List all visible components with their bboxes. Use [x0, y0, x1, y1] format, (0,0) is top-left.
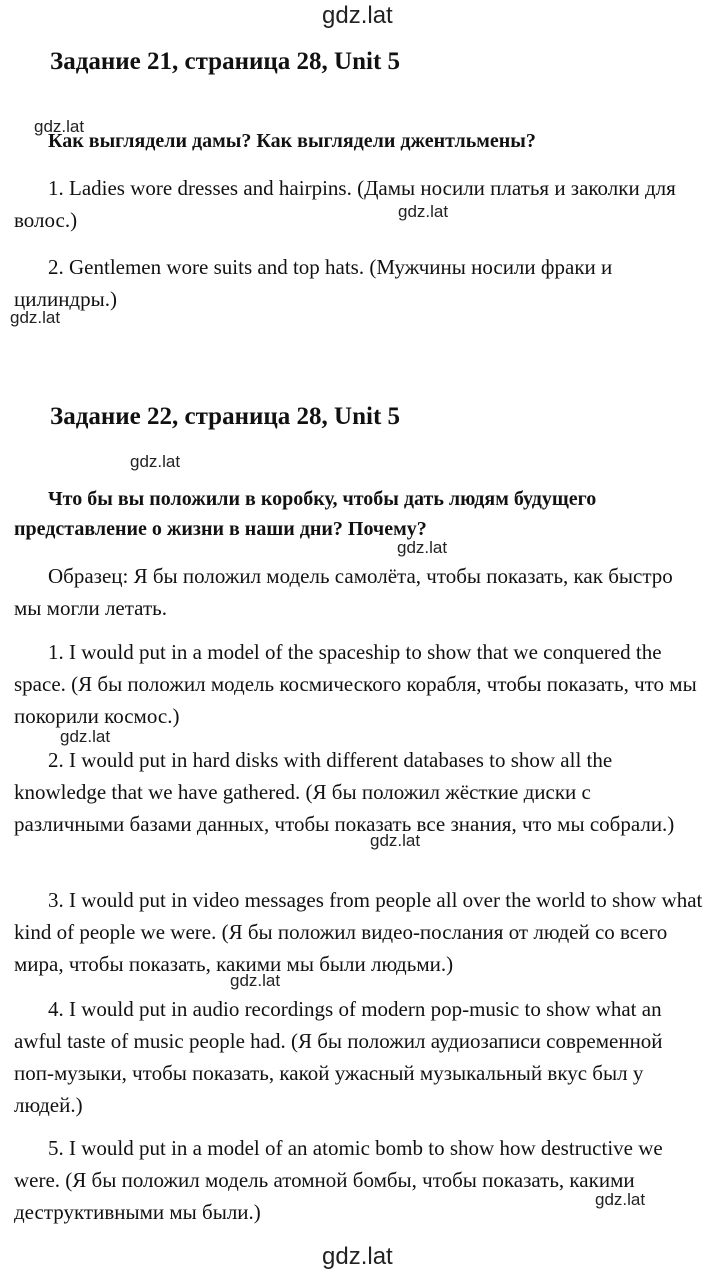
watermark: gdz.lat: [130, 452, 181, 471]
task21-answer-2: 2. Gentlemen wore suits and top hats. (Мужчины носили фраки и цилиндры.): [14, 255, 613, 311]
task22-question: Что бы вы положили в коробку, чтобы дать людям будущего представление о жизни в наши дни? Почему?: [14, 488, 597, 540]
watermark: gdz.lat: [230, 971, 281, 990]
task22-sample: Образец: Я бы положил модель самолёта, чтобы показать, как быстро мы могли летать.: [14, 564, 673, 620]
watermark: gdz.lat: [595, 1190, 646, 1209]
task22-answer-3: 3. I would put in video messages from people all over the world to show what kind of people we were. (Я бы положил видео-послания от людей со всего мира, чтобы показать, какими мы были людьми.): [14, 888, 703, 976]
watermark: gdz.lat: [370, 831, 421, 850]
watermark: gdz.lat: [60, 727, 111, 746]
task22-heading: Задание 22, страница 28, Unit 5: [50, 403, 401, 430]
watermark: gdz.lat: [34, 117, 85, 136]
task21-question: Как выглядели дамы? Как выглядели джентльмены?: [48, 130, 536, 152]
task21-answer-1: 1. Ladies wore dresses and hairpins. (Дамы носили платья и заколки для волос.): [14, 176, 676, 232]
task22-answer-4: 4. I would put in audio recordings of modern pop-music to show what an awful taste of music people had. (Я бы положил аудиозаписи современной поп-музыки, чтобы показать, какой ужасный музыкальный вкус был у людей.): [14, 997, 663, 1117]
task22-answer-2: 2. I would put in hard disks with different databases to show all the knowledge that we have gathered. (Я бы положил жёсткие диски с различными базами данных, чтобы показать все знания, что мы собрали.): [14, 748, 675, 836]
watermark-bottom: gdz.lat: [322, 1243, 393, 1270]
task22-answer-5: 5. I would put in a model of an atomic bomb to show how destructive we were. (Я бы положил модель атомной бомбы, чтобы показать, какими деструктивными мы были.): [14, 1136, 663, 1224]
watermark-top: gdz.lat: [322, 2, 393, 29]
watermark: gdz.lat: [10, 308, 61, 327]
watermark: gdz.lat: [398, 202, 449, 221]
task21-heading: Задание 21, страница 28, Unit 5: [50, 48, 401, 75]
task22-answer-1: 1. I would put in a model of the spaceship to show that we conquered the space. (Я бы положил модель космического корабля, чтобы показать, что мы покорили космос.): [14, 640, 697, 728]
watermark: gdz.lat: [397, 538, 448, 557]
